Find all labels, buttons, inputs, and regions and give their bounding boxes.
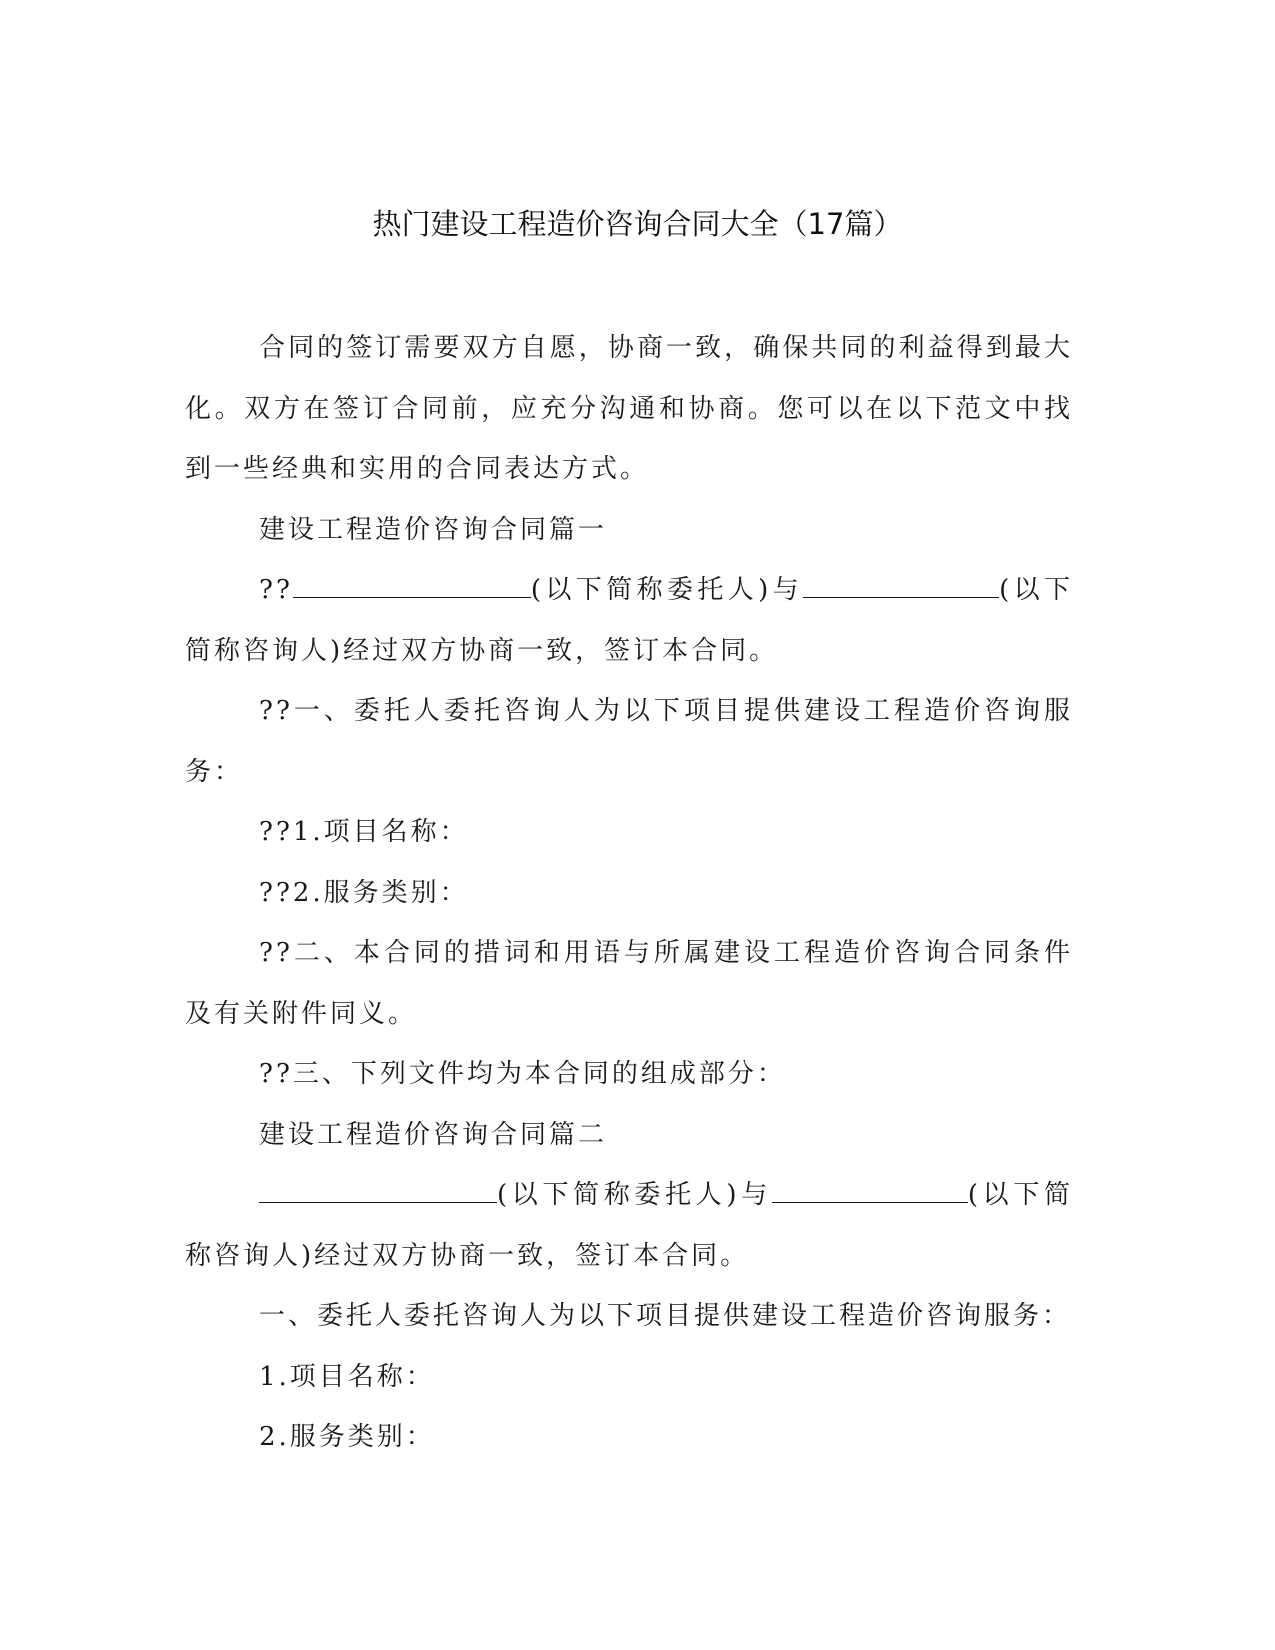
parties-paragraph-1 xyxy=(185,560,1073,681)
section-heading-1: 建设工程造价咨询合同篇一 xyxy=(259,514,608,545)
client-name-blank xyxy=(293,573,531,598)
item-service-type-1: ??2.服务类别： xyxy=(259,877,469,908)
clause-1-b: 一、委托人委托咨询人为以下项目提供建设工程造价咨询服务： xyxy=(259,1301,1072,1331)
consultant-label: (以下简称咨询人)经过双方协商一致，签订本合同。 xyxy=(185,1180,1073,1271)
client-label: (以下简称委托人)与 xyxy=(530,575,804,605)
prefix-marks: ?? xyxy=(259,575,293,605)
document-body xyxy=(185,318,1073,1468)
consultant-label: (以下简称咨询人)经过双方协商一致，签订本合同。 xyxy=(185,575,1073,666)
clause-2: ??二、本合同的措词和用语与所属建设工程造价咨询合同条件及有关附件同义。 xyxy=(185,938,1073,1029)
client-name-blank xyxy=(259,1178,497,1203)
parties-paragraph-2 xyxy=(185,1165,1073,1286)
intro-paragraph: 合同的签订需要双方自愿，协商一致，确保共同的利益得到最大化。双方在签订合同前，应充分沟通和协商。您可以在以下范文中找到一些经典和实用的合同表达方式。 xyxy=(185,333,1073,484)
item-project-name-1: ??1.项目名称： xyxy=(259,817,469,847)
item-project-name-2: 1.项目名称： xyxy=(259,1361,435,1392)
client-label: (以下简称委托人)与 xyxy=(497,1180,772,1210)
clause-3: ??三、下列文件均为本合同的组成部分： xyxy=(259,1059,786,1089)
section-heading-2: 建设工程造价咨询合同篇二 xyxy=(259,1119,608,1150)
consultant-name-blank xyxy=(772,1178,968,1203)
item-service-type-2: 2.服务类别： xyxy=(259,1422,435,1452)
consultant-name-blank xyxy=(803,573,999,598)
clause-1: ??一、委托人委托咨询人为以下项目提供建设工程造价咨询服务： xyxy=(185,696,1073,787)
document-title: 热门建设工程造价咨询合同大全（17篇） xyxy=(372,207,903,241)
